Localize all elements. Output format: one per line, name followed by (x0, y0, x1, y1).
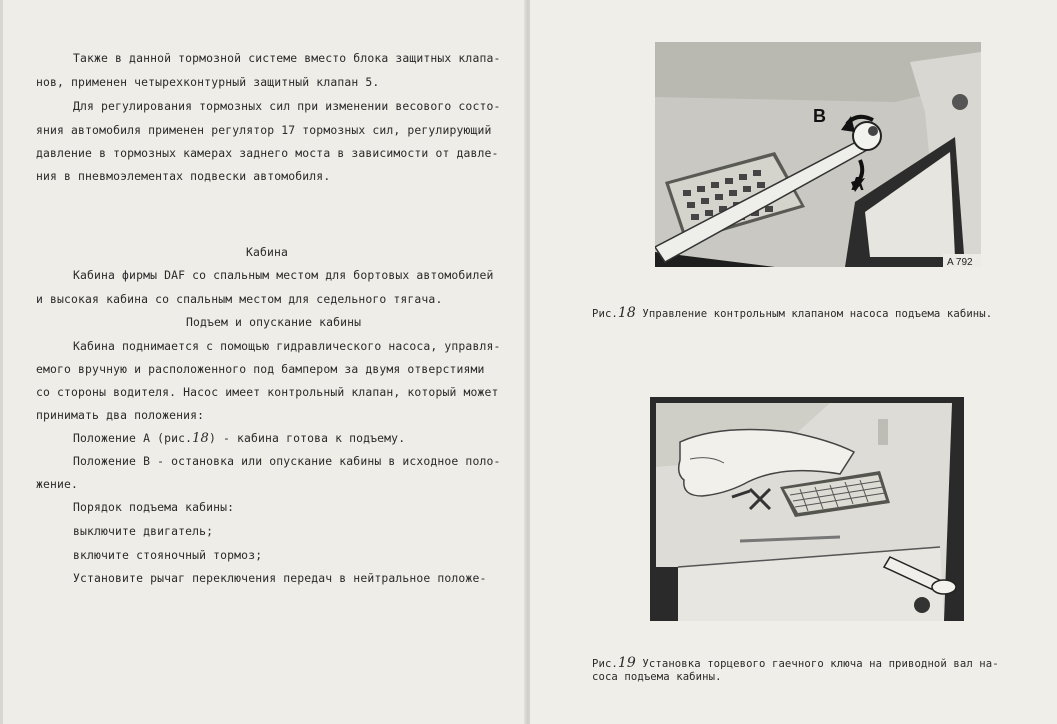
text-line: яния автомобиля применен регулятор 17 тормозных сил, регулирующий (36, 123, 492, 137)
caption-line-2: соса подъема кабины. (592, 671, 722, 683)
right-page (530, 0, 1057, 724)
left-page (0, 0, 526, 724)
page-edge (0, 0, 3, 724)
figure-19-photo (650, 397, 964, 621)
text-line: принимать два положения: (36, 408, 205, 422)
label-a: A (851, 174, 864, 194)
figure-18-photo (655, 42, 981, 267)
text-line: Порядок подъема кабины: (73, 500, 235, 514)
text-line: Установите рычаг переключения передач в нейтральное положе- (73, 571, 487, 585)
text-line: выключите двигатель; (73, 524, 214, 538)
caption-number: 18 (617, 305, 636, 321)
caption-line-1 (592, 657, 999, 671)
text-line: емого вручную и расположенного под бампером за двумя отверстиями (36, 362, 485, 376)
text-line: включите стояночный тормоз; (73, 548, 263, 562)
position-a-line (73, 431, 405, 446)
position-a-suffix: ) - кабина готова к подъему. (208, 431, 406, 445)
text-line: Для регулирования тормозных сил при изменении весового состо- (73, 99, 501, 113)
text-line: жение. (36, 477, 79, 491)
caption-text: Установка торцевого гаечного ключа на приводной вал на- (635, 658, 999, 670)
text-line: Также в данной тормозной системе вместо блока защитных клапа- (73, 51, 501, 65)
section-title: Кабина (246, 245, 289, 259)
figure-19-caption (592, 657, 999, 684)
position-a-prefix: Положение А (рис. (73, 431, 193, 445)
subsection-title: Подъем и опускание кабины (186, 315, 362, 329)
wrench-illustration (650, 397, 964, 621)
figure-ref-handwritten: 18 (192, 431, 209, 446)
valve-illustration (655, 42, 981, 267)
caption-text: Управление контрольным клапаном насоса подъема кабины. (635, 308, 993, 320)
text-line: Кабина поднимается с помощью гидравлического насоса, управля- (73, 339, 501, 353)
caption-number: 19 (617, 655, 636, 671)
text-line: Кабина фирмы DAF со спальным местом для бортовых автомобилей (73, 268, 494, 282)
text-line: нов, применен четырехконтурный защитный клапан 5. (36, 75, 380, 89)
caption-prefix: Рис. (592, 658, 618, 670)
text-line: давление в тормозных камерах заднего моста в зависимости от давле- (36, 146, 499, 160)
text-line: со стороны водителя. Насос имеет контрольный клапан, который может (36, 385, 499, 399)
figure-18-caption (592, 307, 992, 321)
text-line: Положение В - остановка или опускание кабины в исходное поло- (73, 454, 501, 468)
label-b: B (813, 106, 826, 126)
text-line: и высокая кабина со спальным местом для седельного тягача. (36, 292, 443, 306)
caption-prefix: Рис. (592, 308, 618, 320)
text-line: ния в пневмоэлементах подвески автомобиля. (36, 169, 331, 183)
figure-code: A 792 (947, 257, 973, 267)
